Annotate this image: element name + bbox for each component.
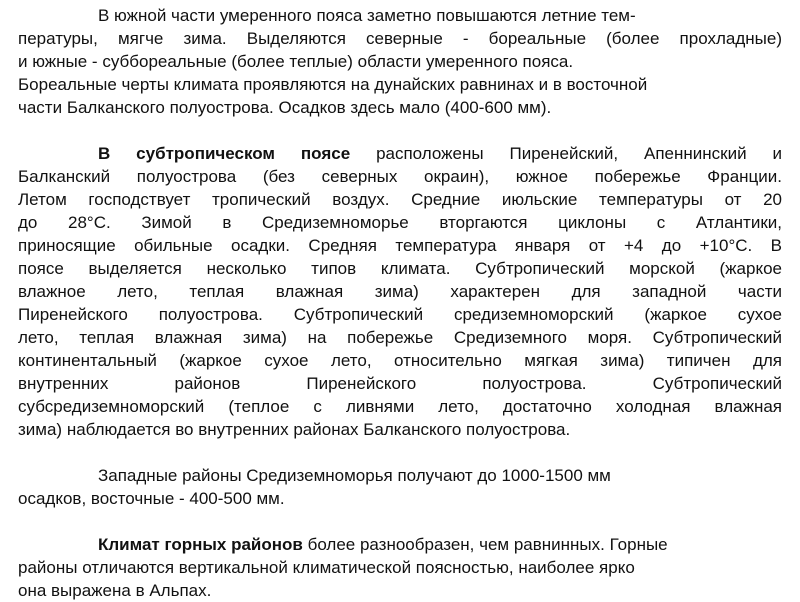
paragraph-temperate-zone (18, 4, 782, 119)
paragraph-mountain-climate (18, 533, 782, 602)
paragraph-line: Бореальные черты климата проявляются на дунайских равнинах и в восточной (18, 75, 648, 94)
bold-lead-mountain: Климат горных районов (98, 535, 303, 554)
paragraph-line: поясе выделяется несколько типов климата. Субтропический морской (жаркое (18, 259, 782, 278)
bold-lead-subtropical: В субтропическом поясе (98, 144, 351, 163)
paragraph-line: расположены Пиренейский, Апеннинский и (350, 144, 782, 163)
paragraph-line: до 28°С. Зимой в Средиземноморье вторгаются циклоны с Атлантики, (18, 213, 782, 232)
paragraph-line: части Балканского полуострова. Осадков здесь мало (400-600 мм). (18, 98, 552, 117)
paragraph-line: осадков, восточные - 400-500 мм. (18, 489, 285, 508)
paragraph-line: Балканский полуострова (без северных окраин), южное побережье Франции. (18, 167, 782, 186)
paragraph-line: влажное лето, теплая влажная зима) характерен для западной части (18, 282, 782, 301)
paragraph-line: она выражена в Альпах. (18, 581, 212, 600)
paragraph-line: зима) наблюдается во внутренних районах Балканского полуострова. (18, 420, 571, 439)
paragraph-line: В южной части умеренного пояса заметно повышаются летние тем- (98, 6, 636, 25)
paragraph-line: субсредиземноморский (теплое с ливнями лето, достаточно холодная влажная (18, 397, 782, 416)
paragraph-line: и южные - суббореальные (более теплые) области умеренного пояса. (18, 52, 574, 71)
paragraph-precipitation (18, 464, 782, 510)
paragraph-line: районы отличаются вертикальной климатической поясностью, наиболее ярко (18, 558, 635, 577)
paragraph-line: внутренних районов Пиренейского полуострова. Субтропический (18, 374, 782, 393)
paragraph-subtropical-zone (18, 142, 782, 441)
paragraph-line: лето, теплая влажная зима) на побережье Средиземного моря. Субтропический (18, 328, 782, 347)
paragraph-line: приносящие обильные осадки. Средняя температура января от +4 до +10°С. В (18, 236, 782, 255)
paragraph-line: пературы, мягче зима. Выделяются северные - бореальные (более прохладные) (18, 29, 782, 48)
paragraph-line: более разнообразен, чем равнинных. Горные (302, 535, 668, 554)
document-page (18, 4, 782, 602)
paragraph-line: Летом господствует тропический воздух. Средние июльские температуры от 20 (18, 190, 782, 209)
paragraph-line: Пиренейского полуострова. Субтропический средиземноморский (жаркое сухое (18, 305, 782, 324)
paragraph-line: Западные районы Средиземноморья получают до 1000-1500 мм (98, 466, 611, 485)
paragraph-line: континентальный (жаркое сухое лето, относительно мягкая зима) типичен для (18, 351, 782, 370)
